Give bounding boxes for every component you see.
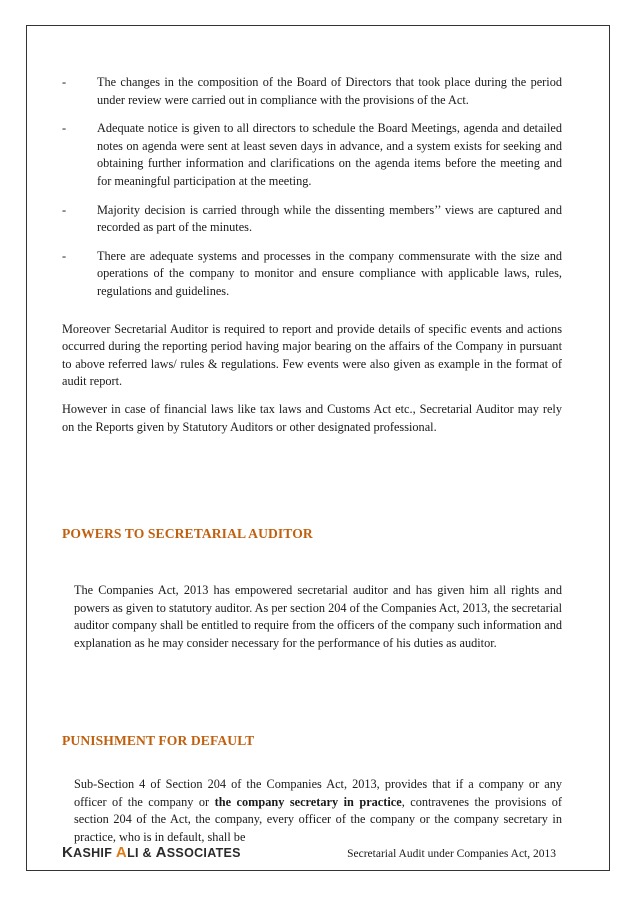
list-item-text: Majority decision is carried through while the dissenting members’’ views are captured and recorded as part of the minutes. [97, 202, 562, 235]
logo-letter-a: A [115, 844, 128, 861]
punishment-text-end: , contravenes the provisions of section 204 of the Act, the company, every officer of the company or the company secretary in practice, who is in default, shall be [74, 794, 562, 844]
punishment-text-start: Sub-Section 4 of Section 204 of the Companies Act, 2013, provides that if a company or any officer of the company or [74, 777, 562, 809]
logo-word-ashif: ASHIF [73, 846, 116, 860]
logo-word-li: LI & [127, 846, 156, 860]
document-body [62, 74, 562, 446]
section-heading-punishment: PUNISHMENT FOR DEFAULT [62, 733, 255, 748]
paragraph-however: However in case of financial laws like tax laws and Customs Act etc., Secretarial Auditor may rely on the Reports given by Statutory Auditors or other designated professional. [62, 401, 562, 434]
paragraph-punishment [62, 776, 562, 846]
list-item [62, 248, 562, 301]
paragraph-powers: The Companies Act, 2013 has empowered secretarial auditor and has given him all rights and powers as given to statutory auditor. As per section 204 of the Companies Act, 2013, the secretarial auditor company shall be entitled to require from the officers of the company such information and explanation as he may consider necessary for the performance of his duties as auditor. [74, 583, 563, 650]
logo-letter-k: K [62, 844, 74, 861]
footer-title: Secretarial Audit under Companies Act, 2013 [347, 848, 556, 860]
list-item [62, 202, 562, 237]
punishment-text-bold: the company secretary in practice [214, 794, 402, 809]
list-item-text: There are adequate systems and processes in the company commensurate with the size and operations of the company to monitor and ensure compliance with applicable laws, rules, regulations and guidelines. [97, 248, 562, 298]
compliance-list [62, 74, 562, 301]
logo-word-associates: SSOCIATES [166, 846, 241, 860]
list-item [62, 120, 562, 190]
paragraph-moreover: Moreover Secretarial Auditor is required to report and provide details of specific events and actions occurred during the reporting period having major bearing on the affairs of the Company in pursuant to above referred laws/ rules & regulations. Few events were also given as example in the format of audit report. [62, 321, 562, 389]
list-item-text: The changes in the composition of the Board of Directors that took place during the period under review were carried out in compliance with the provisions of the Act. [97, 75, 562, 107]
bullet-dash: - [62, 202, 67, 217]
firm-logo [62, 844, 241, 861]
bullet-dash: - [62, 75, 67, 89]
section-body-punishment [62, 776, 562, 846]
section-heading-powers: POWERS TO SECRETARIAL AUDITOR [62, 526, 313, 541]
list-item-text: Adequate notice is given to all directors to schedule the Board Meetings, agenda and detailed notes on agenda were sent at least seven days in advance, and a system exists for seeking and obtaining further information and clarifications on the agenda items before the meeting and for meaningful participation at the meeting. [97, 121, 562, 188]
bullet-dash: - [62, 248, 67, 263]
list-item [62, 74, 562, 109]
logo-letter-a2: A [155, 844, 167, 861]
bullet-dash: - [62, 121, 67, 136]
section-body-powers [62, 582, 562, 652]
